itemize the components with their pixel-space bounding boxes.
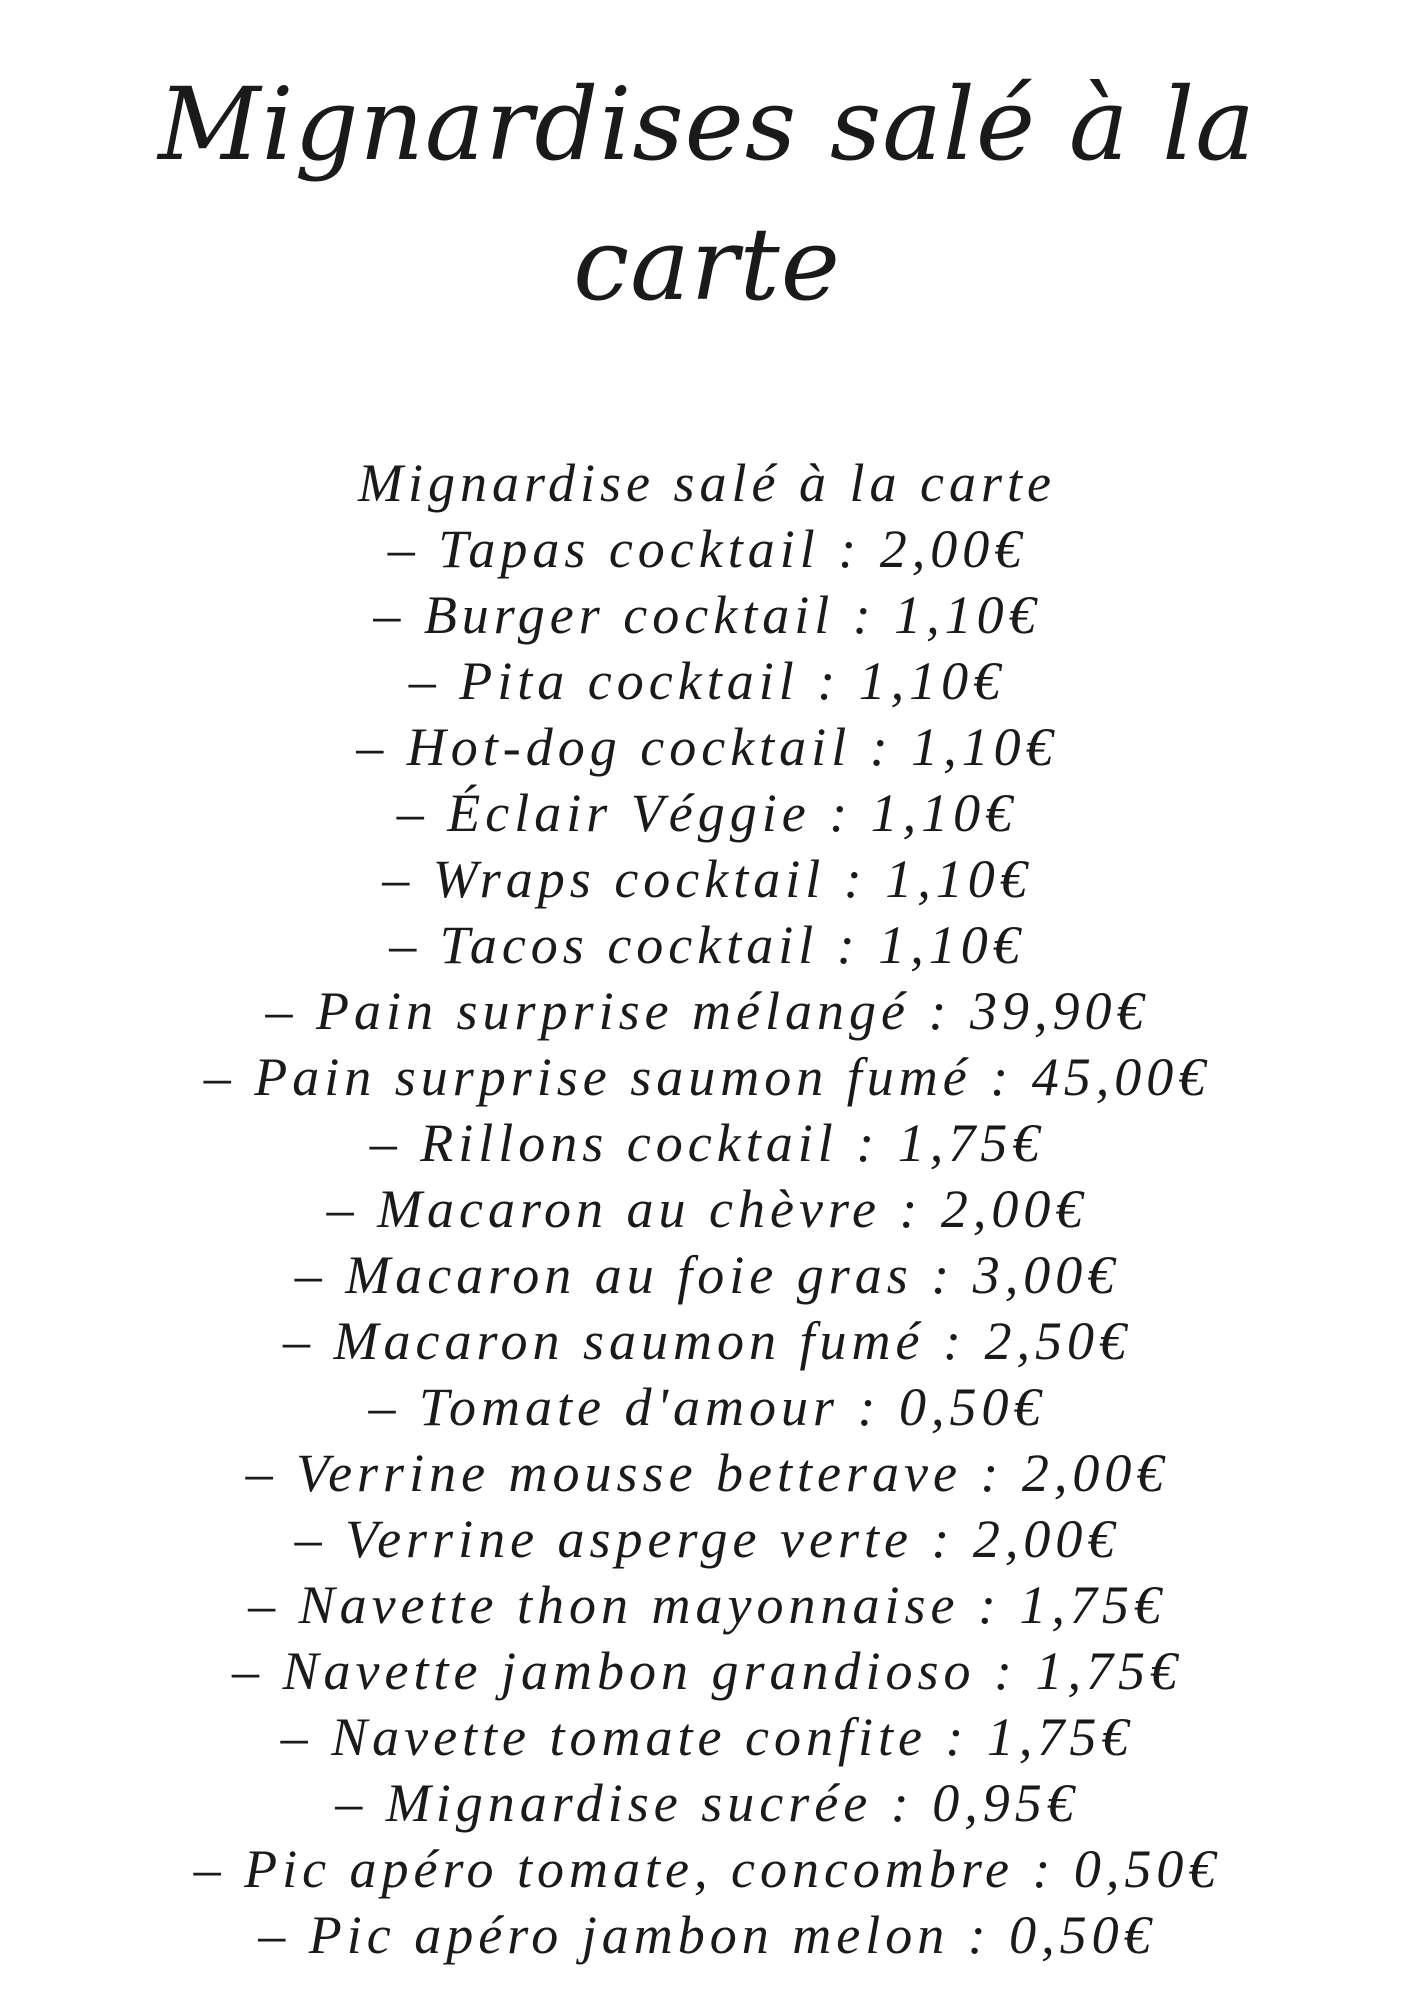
menu-item: – Tapas cocktail : 2,00€ (387, 519, 1027, 579)
page-title-line-2: carte (573, 206, 841, 323)
menu-item: – Pic apéro tomate, concombre : 0,50€ (193, 1839, 1221, 1899)
menu-heading: Mignardise salé à la carte (358, 453, 1056, 513)
page-title-line-1: Mignardises salé à la (158, 66, 1256, 183)
menu-item: – Pic apéro jambon melon : 0,50€ (258, 1905, 1156, 1965)
menu-item: – Tacos cocktail : 1,10€ (389, 915, 1025, 975)
page-title (0, 55, 1414, 335)
menu-item: – Burger cocktail : 1,10€ (373, 585, 1041, 645)
menu-item: – Verrine mousse betterave : 2,00€ (245, 1443, 1169, 1503)
menu-item: – Pain surprise mélangé : 39,90€ (265, 981, 1149, 1041)
menu-item: – Wraps cocktail : 1,10€ (382, 849, 1032, 909)
menu-item: – Navette thon mayonnaise : 1,75€ (248, 1575, 1166, 1635)
menu-item: – Navette jambon grandioso : 1,75€ (232, 1641, 1182, 1701)
menu-item: – Verrine asperge verte : 2,00€ (294, 1509, 1120, 1569)
menu-item: – Macaron au foie gras : 3,00€ (294, 1245, 1120, 1305)
menu-list (0, 450, 1414, 1968)
menu-item: – Mignardise sucrée : 0,95€ (335, 1773, 1079, 1833)
menu-item: – Macaron au chèvre : 2,00€ (326, 1179, 1088, 1239)
menu-item: – Hot-dog cocktail : 1,10€ (356, 717, 1058, 777)
menu-item: – Pita cocktail : 1,10€ (408, 651, 1006, 711)
menu-item: – Macaron saumon fumé : 2,50€ (283, 1311, 1131, 1371)
menu-item: – Éclair Véggie : 1,10€ (396, 783, 1018, 843)
menu-item: – Rillons cocktail : 1,75€ (369, 1113, 1045, 1173)
menu-item: – Tomate d'amour : 0,50€ (368, 1377, 1046, 1437)
menu-item: – Navette tomate confite : 1,75€ (280, 1707, 1134, 1767)
menu-item: – Pain surprise saumon fumé : 45,00€ (203, 1047, 1211, 1107)
